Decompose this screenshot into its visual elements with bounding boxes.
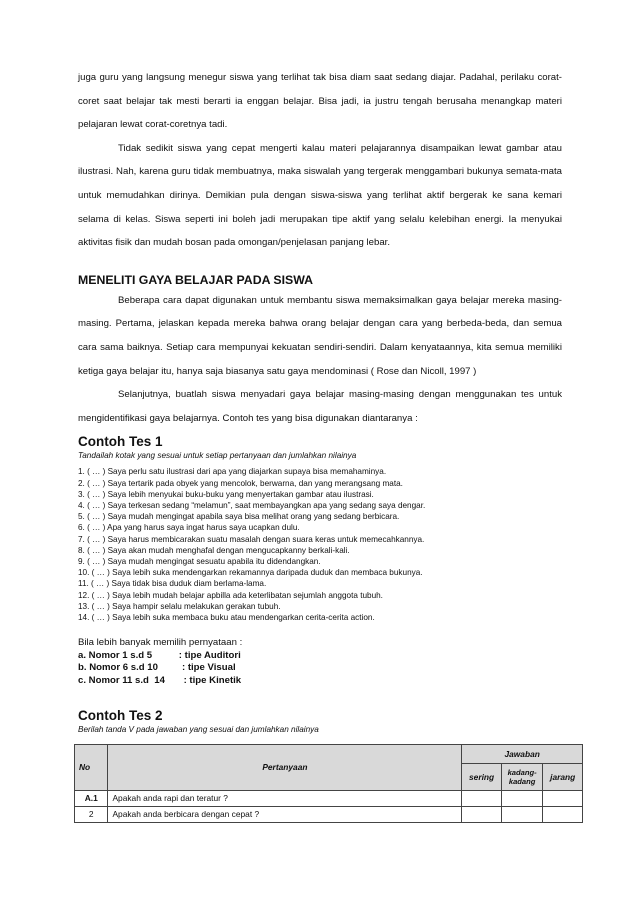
table-header-sering: sering <box>462 763 502 790</box>
intro-paragraph-1: juga guru yang langsung menegur siswa yang terlihat tak bisa diam saat sedang diajar. Padahal, perilaku corat-coret saat belajar tak mesti berarti ia enggan belajar. Bisa jadi, ia justru tengah berusaha menangkap materi pelajaran lewat corat-coretnya tadi. <box>78 72 562 131</box>
test1-item: 9. ( … ) Saya mudah mengingat sesuatu apabila itu didendangkan. <box>78 556 321 566</box>
answer-checkbox-jarang[interactable] <box>543 806 583 822</box>
test2-table <box>74 744 583 823</box>
test1-result-auditori: a. Nomor 1 s.d 5 : tipe Auditori <box>78 649 241 661</box>
table-row <box>75 806 583 822</box>
answer-checkbox-jarang[interactable] <box>543 790 583 806</box>
test1-item: 12. ( … ) Saya lebih mudah belajar apbilla ada keterlibatan sejumlah anggota tubuh. <box>78 590 383 600</box>
document-page <box>78 66 576 823</box>
answer-checkbox-sering[interactable] <box>462 790 502 806</box>
test1-item: 6. ( … ) Apa yang harus saya ingat harus saya ucapkan dulu. <box>78 523 300 533</box>
table-header-no: No <box>75 744 108 790</box>
test1-items <box>78 466 562 623</box>
test1-item: 11. ( … ) Saya tidak bisa duduk diam berlama-lama. <box>78 579 267 589</box>
table-cell-no: A.1 <box>75 790 108 806</box>
test1-result-kinetik: c. Nomor 11 s.d 14 : tipe Kinetik <box>78 674 242 686</box>
table-header-jarang: jarang <box>543 763 583 790</box>
test1-result-visual: b. Nomor 6 s.d 10 : tipe Visual <box>78 662 236 674</box>
answer-checkbox-kadang[interactable] <box>501 806 543 822</box>
section-heading: MENELITI GAYA BELAJAR PADA SISWA <box>78 272 314 287</box>
test1-item: 14. ( … ) Saya lebih suka membaca buku atau mendengarkan cerita-cerita action. <box>78 612 375 622</box>
test1-result-intro: Bila lebih banyak memilih pernyataan : <box>78 637 243 649</box>
test2-subtitle: Berilah tanda V pada jawaban yang sesuai dan jumlahkan nilainya <box>78 724 319 734</box>
intro-paragraph-2: Tidak sedikit siswa yang cepat mengerti kalau materi pelajarannya disampaikan lewat gambar atau ilustrasi. Nah, karena guru tidak membuatnya, maka siswalah yang tergerak menggambari bukunya semata-mata untuk memudahkan dirinya. Demikian pula dengan siswa-siswa yang terlihat aktif bergerak ke sana kemari selama di kelas. Siswa seperti ini boleh jadi merupakan tipe aktif yang selalu kelebihan energi. Ia menyukai aktivitas fisik dan mudah bosan pada omongan/penjelasan panjang lebar. <box>78 142 562 249</box>
test1-item: 7. ( … ) Saya harus membicarakan suatu masalah dengan suara keras untuk memecahkannya. <box>78 534 425 544</box>
table-header-question: Pertanyaan <box>108 744 462 790</box>
test2-title: Contoh Tes 2 <box>78 707 163 723</box>
table-cell-question: Apakah anda rapi dan teratur ? <box>108 790 462 806</box>
answer-checkbox-kadang[interactable] <box>501 790 543 806</box>
test1-subtitle: Tandailah kotak yang sesuai untuk setiap pertanyaan dan jumlahkan nilainya <box>78 451 357 461</box>
test1-item: 2. ( … ) Saya tertarik pada obyek yang mencolok, berwarna, dan yang merangsang mata. <box>78 478 403 488</box>
test1-item: 13. ( … ) Saya hampir selalu melakukan gerakan tubuh. <box>78 601 281 611</box>
table-header-answer: Jawaban <box>462 744 583 763</box>
test1-item: 5. ( … ) Saya mudah mengingat apabila saya bisa melihat orang yang sedang berbicara. <box>78 512 400 522</box>
test1-item: 10. ( … ) Saya lebih suka mendengarkan rekamannya daripada duduk dan membaca bukunya. <box>78 568 423 578</box>
table-row <box>75 790 583 806</box>
table-cell-no: 2 <box>75 806 108 822</box>
test1-item: 1. ( … ) Saya perlu satu ilustrasi dari apa yang diajarkan supaya bisa memahaminya. <box>78 467 387 477</box>
section-paragraph-2: Selanjutnya, buatlah siswa menyadari gaya belajar masing-masing dengan menggunakan tes untuk mengidentifikasi gaya belajarnya. Contoh tes yang bisa digunakan diantaranya : <box>78 389 562 424</box>
test1-title: Contoh Tes 1 <box>78 434 163 450</box>
test1-item: 3. ( … ) Saya lebih menyukai buku-buku yang menyertakan gambar atau ilustrasi. <box>78 489 374 499</box>
test1-item: 8. ( … ) Saya akan mudah menghafal dengan mengucapkanny berkali-kali. <box>78 545 350 555</box>
section-paragraph-1: Beberapa cara dapat digunakan untuk membantu siswa memaksimalkan gaya belajar mereka masing-masing. Pertama, jelaskan kepada mereka bahwa orang belajar dengan cara yang berbeda-beda, dan semua cara sama baiknya. Setiap cara mempunyai kekuatan sendiri-sendiri. Dalam kenyataannya, kita semua memiliki ketiga gaya belajar itu, hanya saja biasanya satu gaya mendominasi ( Rose dan Nicoll, 1997 ) <box>78 294 562 377</box>
test1-item: 4. ( … ) Saya terkesan sedang “melamun”, saat membayangkan apa yang sedang saya dengar. <box>78 500 426 510</box>
table-header-kadang: kadang-kadang <box>501 763 543 790</box>
answer-checkbox-sering[interactable] <box>462 806 502 822</box>
table-cell-question: Apakah anda berbicara dengan cepat ? <box>108 806 462 822</box>
